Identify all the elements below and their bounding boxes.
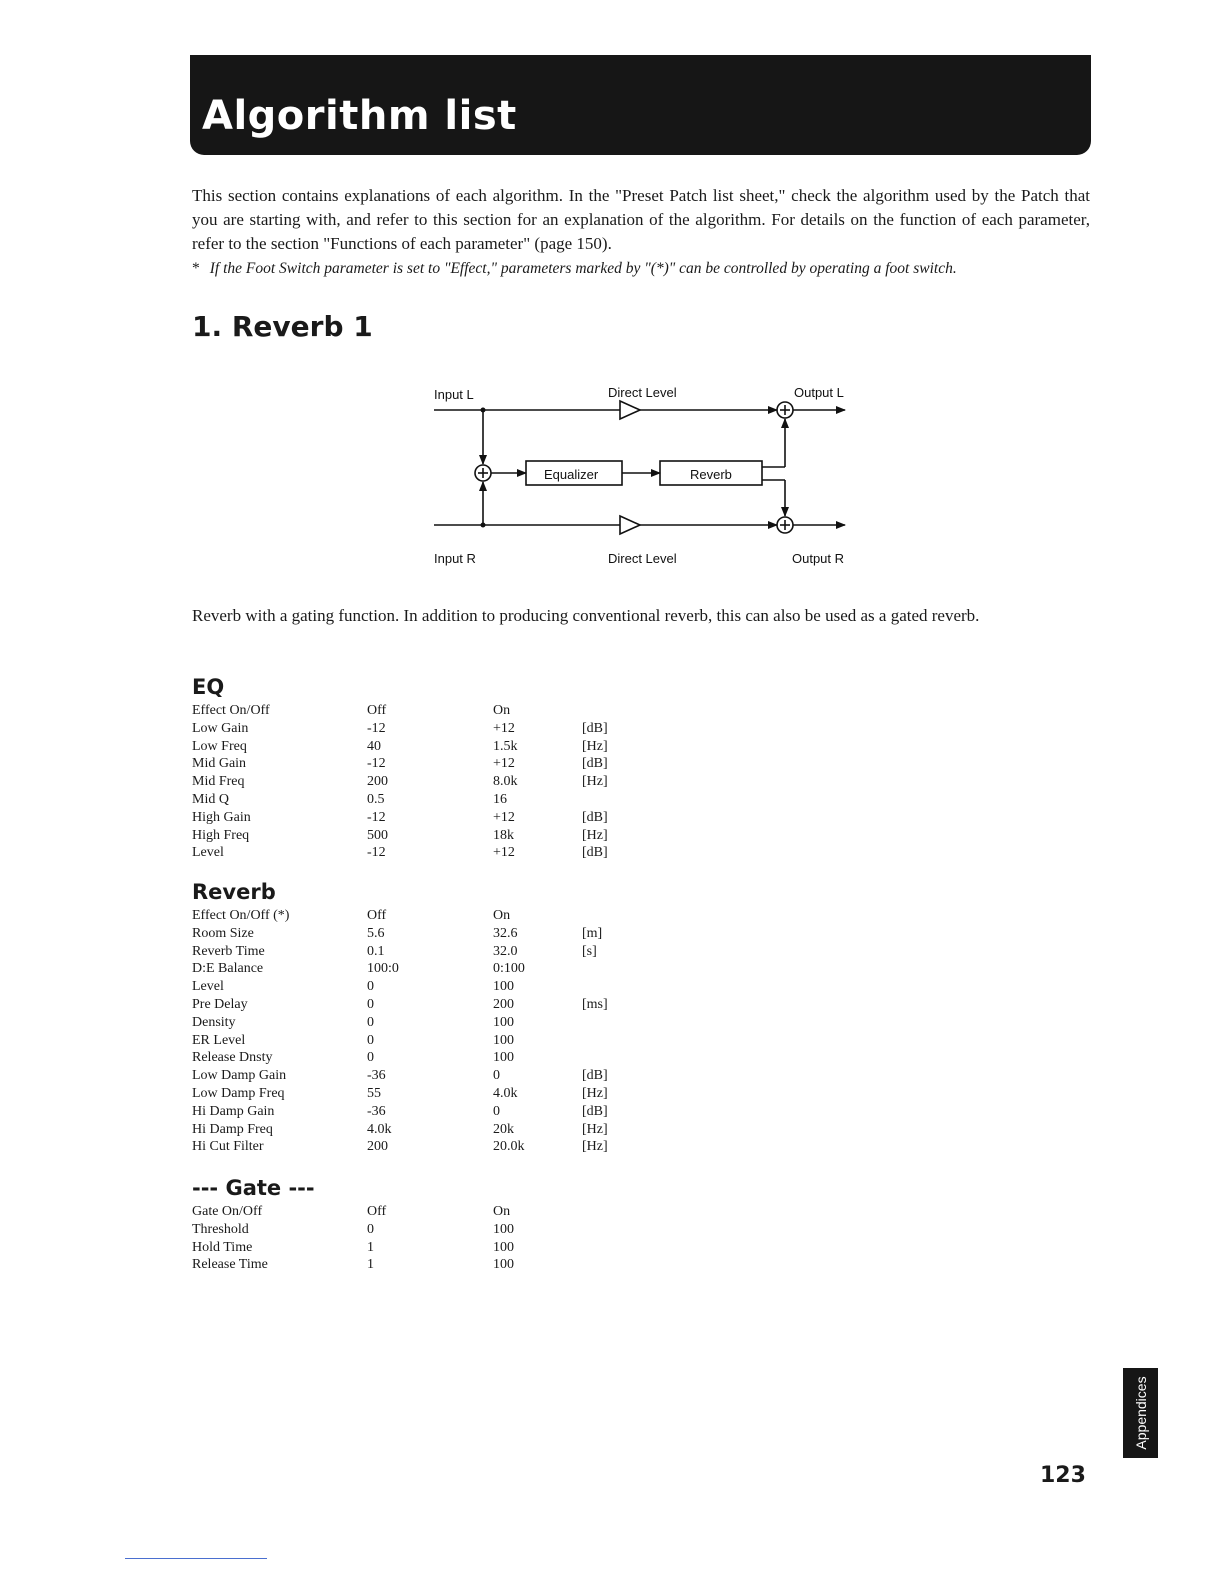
param-group-eq	[192, 674, 608, 862]
param-min: 100:0	[367, 961, 399, 977]
param-min: 0	[367, 1221, 374, 1237]
param-min: 500	[367, 827, 388, 843]
param-unit: [dB]	[582, 1103, 608, 1119]
param-name: Hold Time	[192, 1239, 253, 1255]
param-min: -36	[367, 1103, 386, 1119]
param-unit: [Hz]	[582, 738, 608, 754]
param-max: 20.0k	[493, 1139, 525, 1155]
param-max: 0	[493, 1103, 500, 1119]
label-direct-level-top: Direct Level	[608, 385, 677, 400]
header-banner	[190, 55, 1091, 155]
param-row	[192, 827, 608, 845]
param-row	[192, 1014, 514, 1032]
group-title: EQ	[192, 675, 225, 699]
param-min: Off	[367, 1204, 387, 1219]
param-min: 0.5	[367, 791, 385, 807]
note-marker: *	[192, 260, 200, 277]
param-row	[192, 755, 608, 773]
param-name: Density	[192, 1014, 236, 1030]
param-name: Release Dnsty	[192, 1050, 273, 1066]
param-min: 5.6	[367, 925, 385, 941]
equalizer-block: Equalizer	[544, 467, 599, 482]
page-number: 123	[1040, 1463, 1086, 1488]
param-name: Threshold	[192, 1221, 249, 1237]
param-min: 4.0k	[367, 1121, 392, 1137]
param-max: 18k	[493, 827, 514, 843]
group-title: Reverb	[192, 880, 276, 904]
param-row	[192, 1203, 511, 1221]
param-max: 1.5k	[493, 738, 518, 754]
param-max: 16	[493, 791, 507, 807]
param-unit: [dB]	[582, 720, 608, 736]
param-max: 100	[493, 1221, 514, 1237]
param-name: Mid Q	[192, 791, 229, 807]
param-max: 100	[493, 1014, 514, 1030]
param-row	[192, 1239, 514, 1257]
param-max: 0	[493, 1068, 500, 1084]
param-name: Low Damp Gain	[192, 1068, 287, 1084]
param-max: +12	[493, 809, 515, 825]
label-input-r: Input R	[434, 551, 476, 566]
param-name: Mid Freq	[192, 774, 245, 790]
param-name: Effect On/Off	[192, 703, 270, 718]
param-unit: [Hz]	[582, 1085, 608, 1101]
param-min: -12	[367, 720, 386, 736]
param-min: 200	[367, 774, 388, 790]
note-text: If the Foot Switch parameter is set to "Effect," parameters marked by "(*)" can be controlled by operating a foot switch.	[209, 260, 957, 277]
param-max: +12	[493, 845, 515, 861]
param-unit: [s]	[582, 943, 597, 959]
param-max: 200	[493, 996, 514, 1012]
param-row	[192, 943, 597, 961]
param-unit: [dB]	[582, 845, 608, 861]
param-name: ER Level	[192, 1032, 246, 1048]
param-unit: [dB]	[582, 809, 608, 825]
param-row	[192, 791, 507, 809]
param-name: Gate On/Off	[192, 1204, 263, 1219]
param-min: 1	[367, 1257, 374, 1273]
param-min: 1	[367, 1239, 374, 1255]
param-name: Low Freq	[192, 738, 247, 754]
param-min: -12	[367, 809, 386, 825]
param-max: 32.0	[493, 943, 518, 959]
param-name: High Gain	[192, 809, 251, 825]
signal-flow-diagram	[420, 375, 860, 575]
algorithm-description: Reverb with a gating function. In addition to producing conventional reverb, this can also be used as a gated reverb.	[192, 606, 980, 625]
param-row	[192, 1138, 608, 1156]
param-row	[192, 809, 608, 827]
param-row	[192, 1085, 608, 1103]
param-max: 20k	[493, 1121, 514, 1137]
param-row	[192, 844, 608, 862]
param-max: 0:100	[493, 961, 525, 977]
param-max: 100	[493, 1239, 514, 1255]
param-unit: [dB]	[582, 756, 608, 772]
param-max: On	[493, 908, 511, 923]
param-min: -12	[367, 756, 386, 772]
param-min: 0.1	[367, 943, 385, 959]
param-name: High Freq	[192, 827, 250, 843]
param-max: 100	[493, 1050, 514, 1066]
param-name: Low Damp Freq	[192, 1085, 285, 1101]
param-min: Off	[367, 703, 387, 718]
param-min: 200	[367, 1139, 388, 1155]
param-row	[192, 773, 608, 791]
param-min: 55	[367, 1085, 381, 1101]
intro-paragraph: This section contains explanations of each algorithm. In the "Preset Patch list sheet," check the algorithm used by the Patch that you are starting with, and refer to this section for an explanation of the algorithm. For details on the function of each parameter, refer to the section "Functions of each parameter" (page 150).	[192, 186, 1090, 253]
param-name: Room Size	[192, 925, 254, 941]
param-min: 0	[367, 1014, 374, 1030]
param-unit: [Hz]	[582, 827, 608, 843]
label-direct-level-bottom: Direct Level	[608, 551, 677, 566]
reverb-block: Reverb	[690, 467, 732, 482]
param-max: On	[493, 703, 511, 718]
param-row	[192, 1103, 608, 1121]
param-row	[192, 1121, 608, 1139]
param-unit: [Hz]	[582, 1139, 608, 1155]
param-name: Level	[192, 979, 224, 995]
param-group-reverb	[192, 879, 608, 1156]
param-max: 100	[493, 1032, 514, 1048]
param-max: 100	[493, 1257, 514, 1273]
param-name: Effect On/Off (*)	[192, 908, 290, 923]
param-max: 4.0k	[493, 1085, 518, 1101]
side-tab-label: Appendices	[1132, 1376, 1149, 1450]
param-min: 0	[367, 1050, 374, 1066]
param-row	[192, 978, 514, 996]
param-max: 32.6	[493, 925, 518, 941]
param-row	[192, 925, 603, 943]
param-min: 0	[367, 996, 374, 1012]
param-name: Release Time	[192, 1257, 268, 1273]
param-row	[192, 1067, 608, 1085]
param-name: Level	[192, 845, 224, 861]
section-title: 1. Reverb 1	[192, 310, 373, 343]
param-row	[192, 1221, 514, 1239]
param-min: 40	[367, 738, 381, 754]
param-max: On	[493, 1204, 511, 1219]
param-min: Off	[367, 908, 387, 923]
param-unit: [Hz]	[582, 774, 608, 790]
param-row	[192, 996, 608, 1014]
param-unit: [Hz]	[582, 1121, 608, 1137]
param-name: Hi Damp Gain	[192, 1103, 275, 1119]
label-input-l: Input L	[434, 387, 474, 402]
label-output-r: Output R	[792, 551, 845, 566]
group-title: --- Gate ---	[192, 1176, 315, 1200]
page-title: Algorithm list	[202, 93, 517, 139]
param-max: +12	[493, 756, 515, 772]
param-row	[192, 702, 511, 720]
param-name: Hi Cut Filter	[192, 1139, 264, 1155]
param-row	[192, 1256, 514, 1274]
param-name: Reverb Time	[192, 943, 265, 959]
param-row	[192, 907, 511, 925]
param-row	[192, 720, 608, 738]
param-row	[192, 960, 525, 978]
param-name: D:E Balance	[192, 961, 264, 977]
param-group-gate	[192, 1175, 514, 1274]
param-max: 8.0k	[493, 774, 518, 790]
param-row	[192, 1049, 514, 1067]
param-row	[192, 1032, 514, 1050]
param-min: 0	[367, 979, 374, 995]
foot-switch-note	[192, 260, 1090, 278]
param-min: -36	[367, 1068, 386, 1084]
footer-rule	[125, 1558, 267, 1559]
param-max: +12	[493, 720, 515, 736]
label-output-l: Output L	[794, 385, 844, 400]
param-name: Mid Gain	[192, 756, 247, 772]
param-unit: [ms]	[582, 996, 608, 1012]
param-name: Pre Delay	[192, 996, 248, 1012]
param-max: 100	[493, 979, 514, 995]
param-name: Hi Damp Freq	[192, 1121, 273, 1137]
param-min: -12	[367, 845, 386, 861]
param-min: 0	[367, 1032, 374, 1048]
param-unit: [m]	[582, 925, 603, 941]
side-tab	[1123, 1368, 1158, 1458]
param-row	[192, 738, 608, 756]
param-name: Low Gain	[192, 720, 249, 736]
param-unit: [dB]	[582, 1068, 608, 1084]
